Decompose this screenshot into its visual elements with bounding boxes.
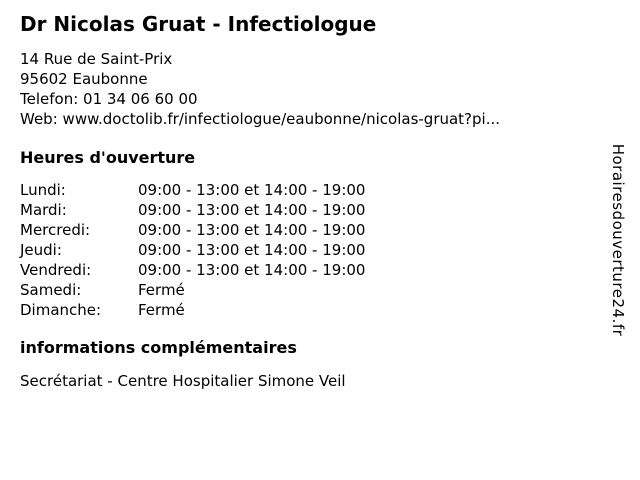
additional-info-section: [20, 338, 596, 391]
day-label: Samedi:: [20, 281, 82, 299]
time-value: Fermé: [138, 281, 185, 299]
page-title: Dr Nicolas Gruat - Infectiologue: [20, 12, 377, 36]
additional-info-heading: informations complémentaires: [20, 338, 297, 357]
phone-value: 01 34 06 60 00: [83, 90, 198, 108]
day-label: Mercredi:: [20, 221, 91, 239]
hours-row-monday: [20, 180, 596, 200]
web-link[interactable]: www.doctolib.fr/infectiologue/eaubonne/nicolas-gruat?pi...: [62, 110, 501, 128]
opening-hours-table: [20, 180, 596, 320]
day-label: Jeudi:: [20, 241, 62, 259]
time-value: 09:00 - 13:00 et 14:00 - 19:00: [138, 201, 366, 219]
web-line: [20, 109, 596, 129]
day-label: Lundi:: [20, 181, 66, 199]
additional-info-text: Secrétariat - Centre Hospitalier Simone Veil: [20, 372, 346, 390]
site-watermark: Horairesdouverture24.fr: [609, 143, 627, 337]
hours-row-friday: [20, 260, 596, 280]
address-block: [20, 49, 596, 129]
time-value: 09:00 - 13:00 et 14:00 - 19:00: [138, 261, 366, 279]
time-value: 09:00 - 13:00 et 14:00 - 19:00: [138, 221, 366, 239]
hours-row-tuesday: [20, 200, 596, 220]
phone-line: [20, 89, 596, 109]
hours-row-thursday: [20, 240, 596, 260]
time-value: Fermé: [138, 301, 185, 319]
address-city: 95602 Eaubonne: [20, 70, 148, 88]
time-value: 09:00 - 13:00 et 14:00 - 19:00: [138, 181, 366, 199]
address-street: 14 Rue de Saint-Prix: [20, 50, 173, 68]
day-label: Mardi:: [20, 201, 67, 219]
phone-label: Telefon:: [20, 90, 79, 108]
time-value: 09:00 - 13:00 et 14:00 - 19:00: [138, 241, 366, 259]
hours-row-sunday: [20, 300, 596, 320]
hours-row-saturday: [20, 280, 596, 300]
hours-row-wednesday: [20, 220, 596, 240]
day-label: Dimanche:: [20, 301, 102, 319]
day-label: Vendredi:: [20, 261, 92, 279]
web-label: Web:: [20, 110, 58, 128]
hours-heading: Heures d'ouverture: [20, 148, 196, 167]
